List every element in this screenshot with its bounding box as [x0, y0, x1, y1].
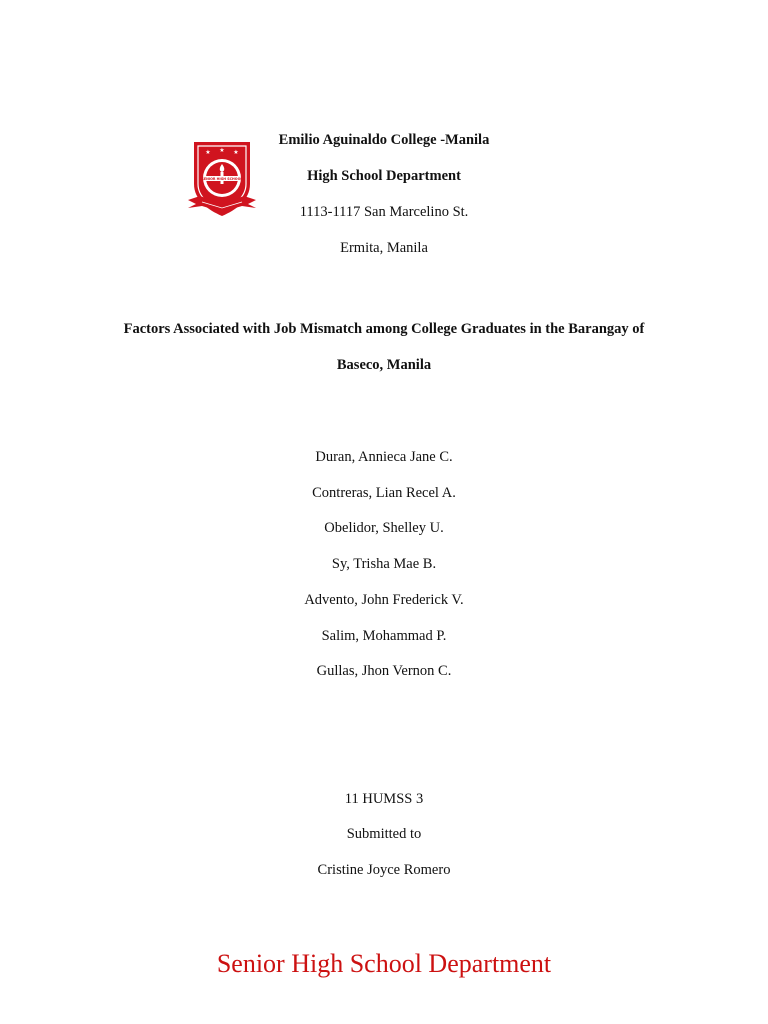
author-name: Salim, Mohammad P. [321, 628, 447, 644]
footer-department: Senior High School Department [216, 949, 552, 978]
submitted-to-label: Submitted to [346, 826, 422, 842]
department-name: High School Department [307, 168, 461, 184]
school-name: Emilio Aguinaldo College -Manila [278, 132, 490, 148]
section-label: 11 HUMSS 3 [344, 791, 424, 807]
author-name: Contreras, Lian Recel A. [312, 485, 456, 501]
research-title-line-1: Factors Associated with Job Mismatch among College Graduates in the Barangay of [123, 321, 645, 337]
author-name: Duran, Annieca Jane C. [315, 449, 453, 465]
seal-star-icon: ★ [219, 147, 225, 154]
address-line-1: 1113-1117 San Marcelino St. [299, 204, 469, 220]
adviser-name: Cristine Joyce Romero [317, 862, 451, 878]
seal-middle-text: SENIOR HIGH SCHOOL [201, 177, 243, 181]
address-line-2: Ermita, Manila [340, 240, 428, 256]
seal-star-icon: ★ [205, 149, 211, 156]
author-name: Sy, Trisha Mae B. [331, 556, 437, 572]
research-title-line-2: Baseco, Manila [336, 357, 432, 373]
author-name: Obelidor, Shelley U. [324, 520, 444, 536]
author-name: Advento, John Frederick V. [304, 592, 464, 608]
author-name: Gullas, Jhon Vernon C. [316, 663, 452, 679]
seal-star-icon: ★ [233, 149, 239, 156]
